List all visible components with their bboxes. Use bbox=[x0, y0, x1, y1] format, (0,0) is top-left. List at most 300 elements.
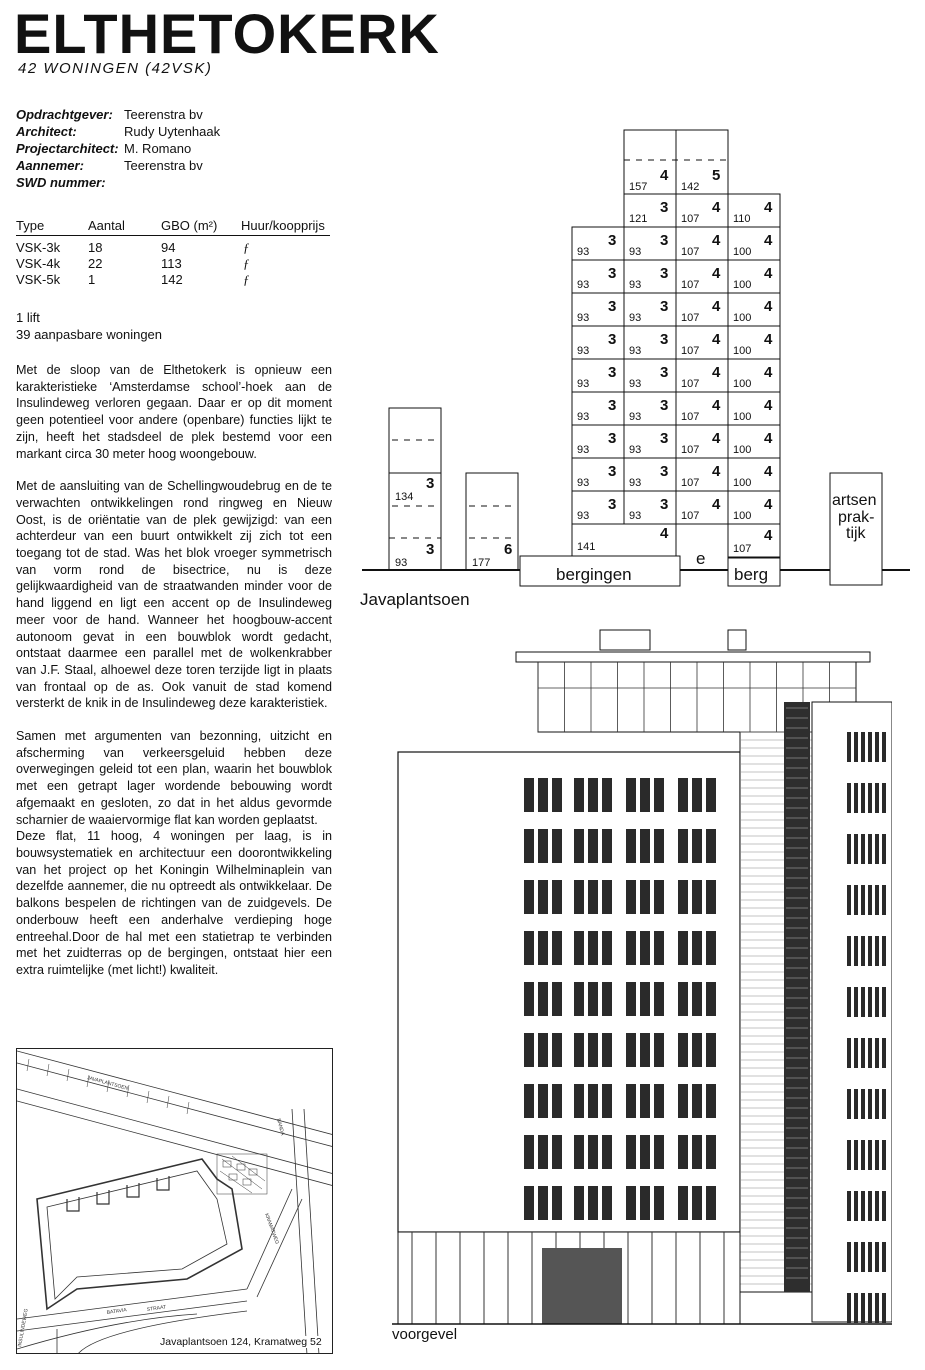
window bbox=[524, 931, 534, 965]
unit-area: 93 bbox=[395, 557, 408, 569]
col-header: GBO (m²) bbox=[161, 218, 241, 236]
unit-rooms: 4 bbox=[712, 331, 721, 348]
col-header: Type bbox=[16, 218, 88, 236]
unit-area: 93 bbox=[629, 411, 642, 423]
meta-key: Opdrachtgever: bbox=[16, 107, 113, 122]
unit-rooms: 4 bbox=[660, 525, 669, 542]
meta-key: Aannemer: bbox=[16, 158, 84, 173]
window bbox=[654, 880, 664, 914]
window bbox=[626, 1033, 636, 1067]
window bbox=[588, 1033, 598, 1067]
window bbox=[538, 1135, 548, 1169]
window bbox=[882, 1140, 886, 1170]
unit-area: 107 bbox=[681, 510, 700, 522]
street-label: BATAVIA bbox=[106, 1307, 128, 1316]
window bbox=[574, 880, 584, 914]
storage-label: bergingen bbox=[556, 565, 632, 584]
unit-area: 107 bbox=[681, 411, 700, 423]
facade-drawing bbox=[392, 628, 892, 1328]
window bbox=[706, 1135, 716, 1169]
window bbox=[706, 931, 716, 965]
unit-area: 100 bbox=[733, 345, 752, 357]
unit-rooms: 4 bbox=[712, 397, 721, 414]
cell: ƒ bbox=[243, 255, 250, 271]
table-row bbox=[16, 240, 330, 256]
roof-box bbox=[728, 630, 746, 650]
window bbox=[678, 1033, 688, 1067]
window bbox=[861, 1140, 865, 1170]
unit-rooms: 3 bbox=[608, 430, 617, 447]
unit-area: 107 bbox=[681, 378, 700, 390]
window bbox=[692, 1186, 702, 1220]
meta-value: Rudy Uytenhaak bbox=[124, 124, 221, 139]
roof-box bbox=[600, 630, 650, 650]
paragraph: Met de aansluiting van de Schellingwoudebrug en de te verwachten ontwikkelingen rond ringweg en Nieuw Oost, is de oriëntatie van de plek gewijzigd: van een achterdeur van een buurt ontwikkelt zij zich tot een toegang tot de stad. Was het blok vroeger symmetrisch van vorm rond de bisectrice, nu is deze gelijkwaardigheid van de straatwanden minder voor de hand liggend en ligt een accent op de Insulindeweg meer voor de hand. Wanneer het hoogbouw-accent autonoom gevat in een bouwblok wordt gedacht, ontstaat daarmee een parallel met de wolkenkrabber van J.F. Staal, alhoewel deze toren terzijde ligt in plaats van frontaal op de as. Ook vanuit de stad komend versterkt de knik in de Insulindeweg deze karakteristiek. bbox=[16, 479, 332, 711]
window bbox=[882, 1038, 886, 1068]
window bbox=[706, 982, 716, 1016]
window bbox=[868, 987, 872, 1017]
window bbox=[847, 936, 851, 966]
window bbox=[868, 834, 872, 864]
window bbox=[854, 885, 858, 915]
unit-rooms: 4 bbox=[764, 331, 773, 348]
window bbox=[868, 1293, 872, 1323]
street-label: JAVAPLANTSOEN bbox=[86, 1075, 129, 1092]
window bbox=[640, 778, 650, 812]
window bbox=[868, 1089, 872, 1119]
unit-rooms: 3 bbox=[660, 397, 669, 414]
unit-area: 142 bbox=[681, 181, 700, 193]
window bbox=[602, 880, 612, 914]
window bbox=[875, 1038, 879, 1068]
unit-rooms: 4 bbox=[764, 199, 773, 216]
window bbox=[706, 1186, 716, 1220]
window bbox=[538, 1186, 548, 1220]
lift-count: 1 lift bbox=[16, 310, 40, 325]
window bbox=[854, 1089, 858, 1119]
window bbox=[678, 982, 688, 1016]
window bbox=[678, 1084, 688, 1118]
window bbox=[882, 1089, 886, 1119]
window bbox=[875, 834, 879, 864]
window bbox=[868, 1242, 872, 1272]
window bbox=[854, 936, 858, 966]
window bbox=[524, 880, 534, 914]
meta-key: SWD nummer: bbox=[16, 175, 106, 190]
window bbox=[552, 931, 562, 965]
unit-rooms: 4 bbox=[712, 298, 721, 315]
cell: 94 bbox=[161, 239, 176, 255]
meta-row bbox=[16, 140, 220, 157]
table-row bbox=[16, 256, 330, 272]
window bbox=[861, 834, 865, 864]
unit-area: 93 bbox=[629, 312, 642, 324]
window bbox=[861, 1089, 865, 1119]
window bbox=[588, 829, 598, 863]
window bbox=[588, 1186, 598, 1220]
window bbox=[574, 982, 584, 1016]
window bbox=[654, 1033, 664, 1067]
window bbox=[626, 829, 636, 863]
window bbox=[538, 931, 548, 965]
window bbox=[678, 931, 688, 965]
window bbox=[678, 1135, 688, 1169]
window bbox=[861, 732, 865, 762]
window bbox=[847, 834, 851, 864]
window bbox=[854, 1140, 858, 1170]
unit-area: 107 bbox=[681, 312, 700, 324]
table-header-row bbox=[16, 218, 330, 236]
unit-rooms: 4 bbox=[764, 232, 773, 249]
window bbox=[552, 880, 562, 914]
window bbox=[626, 931, 636, 965]
paragraph: Deze flat, 11 hoog, 4 woningen per laag, is in bouwsystematiek en architectuur een doorontwikkeling van het project op het Koningin Wilhelminaplein van dezelfde aannemer, die nu optreedt als ontwikkelaar. De balkons bespelen de richtingen van de zuidgevels. De onderbouw heeft een anderhalve verdieping hoge entreehal.Door de hal met een statietrap te verbinden met het zuidterras op de bergingen, ontstaat hier een extra ruimtelijke (met licht!) kwaliteit. bbox=[16, 829, 332, 977]
paragraph: Met de sloop van de Elthetokerk is opnieuw een karakteristieke ‘Amsterdamse school’-hoek aan de Insulindeweg verloren gegaan. Daar er op dit moment geen potentieel voor andere (openbare) functies lijkt te zijn, heeft het stadsdeel de plek bestemd voor een markant circa 30 meter hoog woongebouw. bbox=[16, 363, 332, 461]
unit-area: 107 bbox=[681, 213, 700, 225]
window bbox=[538, 880, 548, 914]
window bbox=[854, 1038, 858, 1068]
cell: 1 bbox=[88, 271, 96, 287]
unit-area: 100 bbox=[733, 411, 752, 423]
window bbox=[552, 982, 562, 1016]
window bbox=[574, 829, 584, 863]
unit-area: 100 bbox=[733, 246, 752, 258]
window bbox=[868, 936, 872, 966]
window bbox=[875, 987, 879, 1017]
window bbox=[854, 1191, 858, 1221]
unit-area: 134 bbox=[395, 491, 414, 503]
unit-area: 93 bbox=[577, 510, 590, 522]
unit-area: 110 bbox=[733, 213, 751, 225]
window bbox=[847, 987, 851, 1017]
window bbox=[692, 829, 702, 863]
window bbox=[654, 778, 664, 812]
col-header: Aantal bbox=[88, 218, 161, 236]
unit-rooms: 3 bbox=[660, 298, 669, 315]
cell: ƒ bbox=[243, 271, 250, 287]
adaptable-count: 39 aanpasbare woningen bbox=[16, 327, 163, 342]
window bbox=[692, 982, 702, 1016]
window bbox=[574, 1135, 584, 1169]
meta-key: Architect: bbox=[16, 124, 77, 139]
window bbox=[626, 1084, 636, 1118]
window bbox=[574, 1186, 584, 1220]
window bbox=[654, 1084, 664, 1118]
unit-area: 93 bbox=[629, 279, 642, 291]
window bbox=[654, 982, 664, 1016]
window bbox=[626, 1135, 636, 1169]
window bbox=[654, 931, 664, 965]
window bbox=[868, 1140, 872, 1170]
page-subtitle: 42 WONINGEN (42VSK) bbox=[18, 60, 213, 77]
unit-area: 93 bbox=[629, 444, 642, 456]
window bbox=[602, 982, 612, 1016]
unit-area: 107 bbox=[681, 345, 700, 357]
window bbox=[640, 880, 650, 914]
street-label: BANDA bbox=[275, 1117, 286, 1137]
unit-rooms: 3 bbox=[660, 463, 669, 480]
window bbox=[524, 1033, 534, 1067]
unit-rooms: 4 bbox=[764, 397, 773, 414]
window bbox=[861, 783, 865, 813]
window bbox=[602, 829, 612, 863]
cell: 142 bbox=[161, 271, 183, 287]
practice-label: artsen bbox=[832, 492, 877, 509]
unit-rooms: 3 bbox=[660, 199, 669, 216]
window bbox=[882, 834, 886, 864]
window bbox=[574, 1084, 584, 1118]
front-facade bbox=[392, 628, 892, 1348]
window bbox=[678, 880, 688, 914]
window bbox=[678, 778, 688, 812]
window bbox=[602, 931, 612, 965]
window bbox=[692, 778, 702, 812]
unit-rooms: 3 bbox=[660, 496, 669, 513]
window bbox=[854, 732, 858, 762]
window bbox=[861, 885, 865, 915]
window bbox=[854, 1293, 858, 1323]
window bbox=[524, 1135, 534, 1169]
unit-area: 100 bbox=[733, 312, 752, 324]
window bbox=[882, 1242, 886, 1272]
window bbox=[847, 1140, 851, 1170]
unit-rooms: 3 bbox=[660, 364, 669, 381]
meta-value: Teerenstra bv bbox=[124, 107, 203, 122]
entrance bbox=[542, 1248, 622, 1324]
window bbox=[847, 783, 851, 813]
window bbox=[640, 931, 650, 965]
cell: 22 bbox=[88, 255, 103, 271]
window bbox=[640, 829, 650, 863]
cell: ƒ bbox=[243, 239, 250, 255]
unit-rooms: 4 bbox=[712, 265, 721, 282]
unit-area: 93 bbox=[629, 378, 642, 390]
window bbox=[861, 1038, 865, 1068]
unit-area: 93 bbox=[629, 477, 642, 489]
unit-rooms: 5 bbox=[712, 167, 721, 184]
meta-row bbox=[16, 174, 220, 191]
window bbox=[654, 829, 664, 863]
unit-rooms: 3 bbox=[608, 265, 617, 282]
window bbox=[538, 1033, 548, 1067]
unit-area: 93 bbox=[577, 312, 590, 324]
window bbox=[602, 1186, 612, 1220]
window bbox=[868, 783, 872, 813]
project-meta bbox=[16, 106, 220, 191]
window bbox=[847, 1242, 851, 1272]
window bbox=[626, 982, 636, 1016]
unit-rooms: 4 bbox=[764, 430, 773, 447]
window bbox=[868, 732, 872, 762]
unit-area: 107 bbox=[681, 279, 700, 291]
window bbox=[847, 732, 851, 762]
practice-label: tijk bbox=[846, 525, 866, 542]
window bbox=[882, 1191, 886, 1221]
window bbox=[626, 778, 636, 812]
window bbox=[538, 1084, 548, 1118]
unit-area: 93 bbox=[577, 411, 590, 423]
unit-rooms: 3 bbox=[608, 397, 617, 414]
meta-row bbox=[16, 123, 220, 140]
window bbox=[588, 1135, 598, 1169]
unit-rooms: 3 bbox=[660, 331, 669, 348]
right-volume bbox=[812, 702, 892, 1322]
window bbox=[875, 1140, 879, 1170]
window bbox=[602, 778, 612, 812]
section-drawing bbox=[362, 128, 912, 598]
unit-area: 107 bbox=[733, 543, 752, 555]
street-label: KRAMATWEG bbox=[263, 1212, 280, 1246]
unit-rooms: 4 bbox=[764, 527, 773, 544]
window bbox=[882, 783, 886, 813]
window bbox=[692, 931, 702, 965]
window bbox=[692, 1084, 702, 1118]
unit-rooms: 3 bbox=[660, 430, 669, 447]
window bbox=[854, 987, 858, 1017]
window bbox=[538, 982, 548, 1016]
window bbox=[538, 829, 548, 863]
unit-area: 93 bbox=[629, 246, 642, 258]
window bbox=[626, 1186, 636, 1220]
unit-area: 93 bbox=[577, 444, 590, 456]
window bbox=[706, 829, 716, 863]
unit-rooms: 4 bbox=[712, 430, 721, 447]
unit-area: 100 bbox=[733, 279, 752, 291]
street-label: INSULINDEWEG bbox=[17, 1308, 30, 1348]
window bbox=[574, 1033, 584, 1067]
window bbox=[574, 931, 584, 965]
body-text bbox=[16, 362, 332, 995]
unit-rooms: 4 bbox=[712, 364, 721, 381]
window bbox=[882, 732, 886, 762]
window bbox=[882, 1293, 886, 1323]
unit-rooms: 4 bbox=[712, 463, 721, 480]
window bbox=[640, 1033, 650, 1067]
window bbox=[602, 1033, 612, 1067]
window bbox=[868, 1191, 872, 1221]
roof-canopy bbox=[516, 652, 870, 662]
window bbox=[588, 880, 598, 914]
unit-rooms: 3 bbox=[608, 364, 617, 381]
unit-rooms: 3 bbox=[608, 463, 617, 480]
window bbox=[602, 1084, 612, 1118]
unit-area: 141 bbox=[577, 541, 596, 553]
window bbox=[678, 1186, 688, 1220]
window bbox=[875, 732, 879, 762]
paragraph: Samen met argumenten van bezonning, uitzicht en afscherming van verkeersgeluid hebben deze overwegingen geleid tot een plan, waarin het bouwblok met een getrapt lager wordende bebouwing wordt afgemaakt en gesloten, zo dat in het aldus gevormde scharnier de waaiervormige flat kan worden geplaatst. bbox=[16, 729, 332, 827]
unit-area: 93 bbox=[577, 345, 590, 357]
unit-area: 93 bbox=[577, 477, 590, 489]
facade-caption: voorgevel bbox=[392, 1326, 458, 1343]
dwelling-types-table bbox=[16, 218, 330, 288]
window bbox=[588, 1084, 598, 1118]
window bbox=[574, 778, 584, 812]
window bbox=[654, 1186, 664, 1220]
window bbox=[552, 1084, 562, 1118]
window bbox=[706, 880, 716, 914]
unit-area: 100 bbox=[733, 510, 752, 522]
unit-area: 107 bbox=[681, 477, 700, 489]
unit-area: 93 bbox=[629, 345, 642, 357]
window bbox=[552, 1135, 562, 1169]
window bbox=[692, 1135, 702, 1169]
window bbox=[538, 778, 548, 812]
cell: 113 bbox=[161, 255, 182, 271]
unit-rooms: 4 bbox=[712, 232, 721, 249]
unit-rooms: 3 bbox=[426, 541, 435, 558]
meta-value: M. Romano bbox=[124, 141, 192, 156]
unit-area: 93 bbox=[577, 378, 590, 390]
unit-rooms: 4 bbox=[660, 167, 669, 184]
section-ground-label: Javaplantsoen bbox=[360, 590, 470, 609]
unit-area: 93 bbox=[629, 510, 642, 522]
window bbox=[875, 1089, 879, 1119]
storage-label: berg bbox=[734, 565, 769, 584]
site-map bbox=[16, 1048, 333, 1354]
window bbox=[854, 783, 858, 813]
unit-area: 93 bbox=[577, 246, 590, 258]
window bbox=[678, 829, 688, 863]
cell: VSK-4k bbox=[16, 255, 61, 271]
window bbox=[875, 1191, 879, 1221]
window bbox=[588, 982, 598, 1016]
window bbox=[692, 880, 702, 914]
window bbox=[847, 1191, 851, 1221]
practice-label: prak- bbox=[838, 509, 875, 526]
unit-area: 100 bbox=[733, 477, 752, 489]
window bbox=[654, 1135, 664, 1169]
window bbox=[692, 1033, 702, 1067]
window bbox=[861, 1191, 865, 1221]
window bbox=[875, 783, 879, 813]
entrance-label: e bbox=[696, 549, 706, 568]
window bbox=[706, 778, 716, 812]
window bbox=[524, 778, 534, 812]
unit-rooms: 3 bbox=[660, 265, 669, 282]
building-section bbox=[362, 128, 912, 598]
window bbox=[602, 1135, 612, 1169]
window bbox=[861, 1293, 865, 1323]
unit-rooms: 4 bbox=[764, 364, 773, 381]
window bbox=[552, 829, 562, 863]
unit-rooms: 4 bbox=[712, 199, 721, 216]
window bbox=[640, 1135, 650, 1169]
window bbox=[861, 987, 865, 1017]
unit-area: 157 bbox=[629, 181, 648, 193]
cell: 18 bbox=[88, 239, 103, 255]
window bbox=[524, 1186, 534, 1220]
cell: VSK-3k bbox=[16, 239, 61, 255]
window bbox=[847, 1293, 851, 1323]
window bbox=[847, 1089, 851, 1119]
unit-rooms: 4 bbox=[764, 496, 773, 513]
window bbox=[524, 829, 534, 863]
window bbox=[640, 1084, 650, 1118]
window bbox=[588, 778, 598, 812]
window bbox=[868, 1038, 872, 1068]
unit-area: 107 bbox=[681, 444, 700, 456]
window bbox=[861, 1242, 865, 1272]
unit-rooms: 3 bbox=[608, 331, 617, 348]
window bbox=[868, 885, 872, 915]
unit-rooms: 4 bbox=[764, 463, 773, 480]
extra-info bbox=[16, 309, 162, 343]
meta-value: Teerenstra bv bbox=[124, 158, 203, 173]
col-header: Huur/koopprijs bbox=[241, 218, 330, 236]
window bbox=[854, 1242, 858, 1272]
window bbox=[706, 1033, 716, 1067]
window bbox=[847, 1038, 851, 1068]
